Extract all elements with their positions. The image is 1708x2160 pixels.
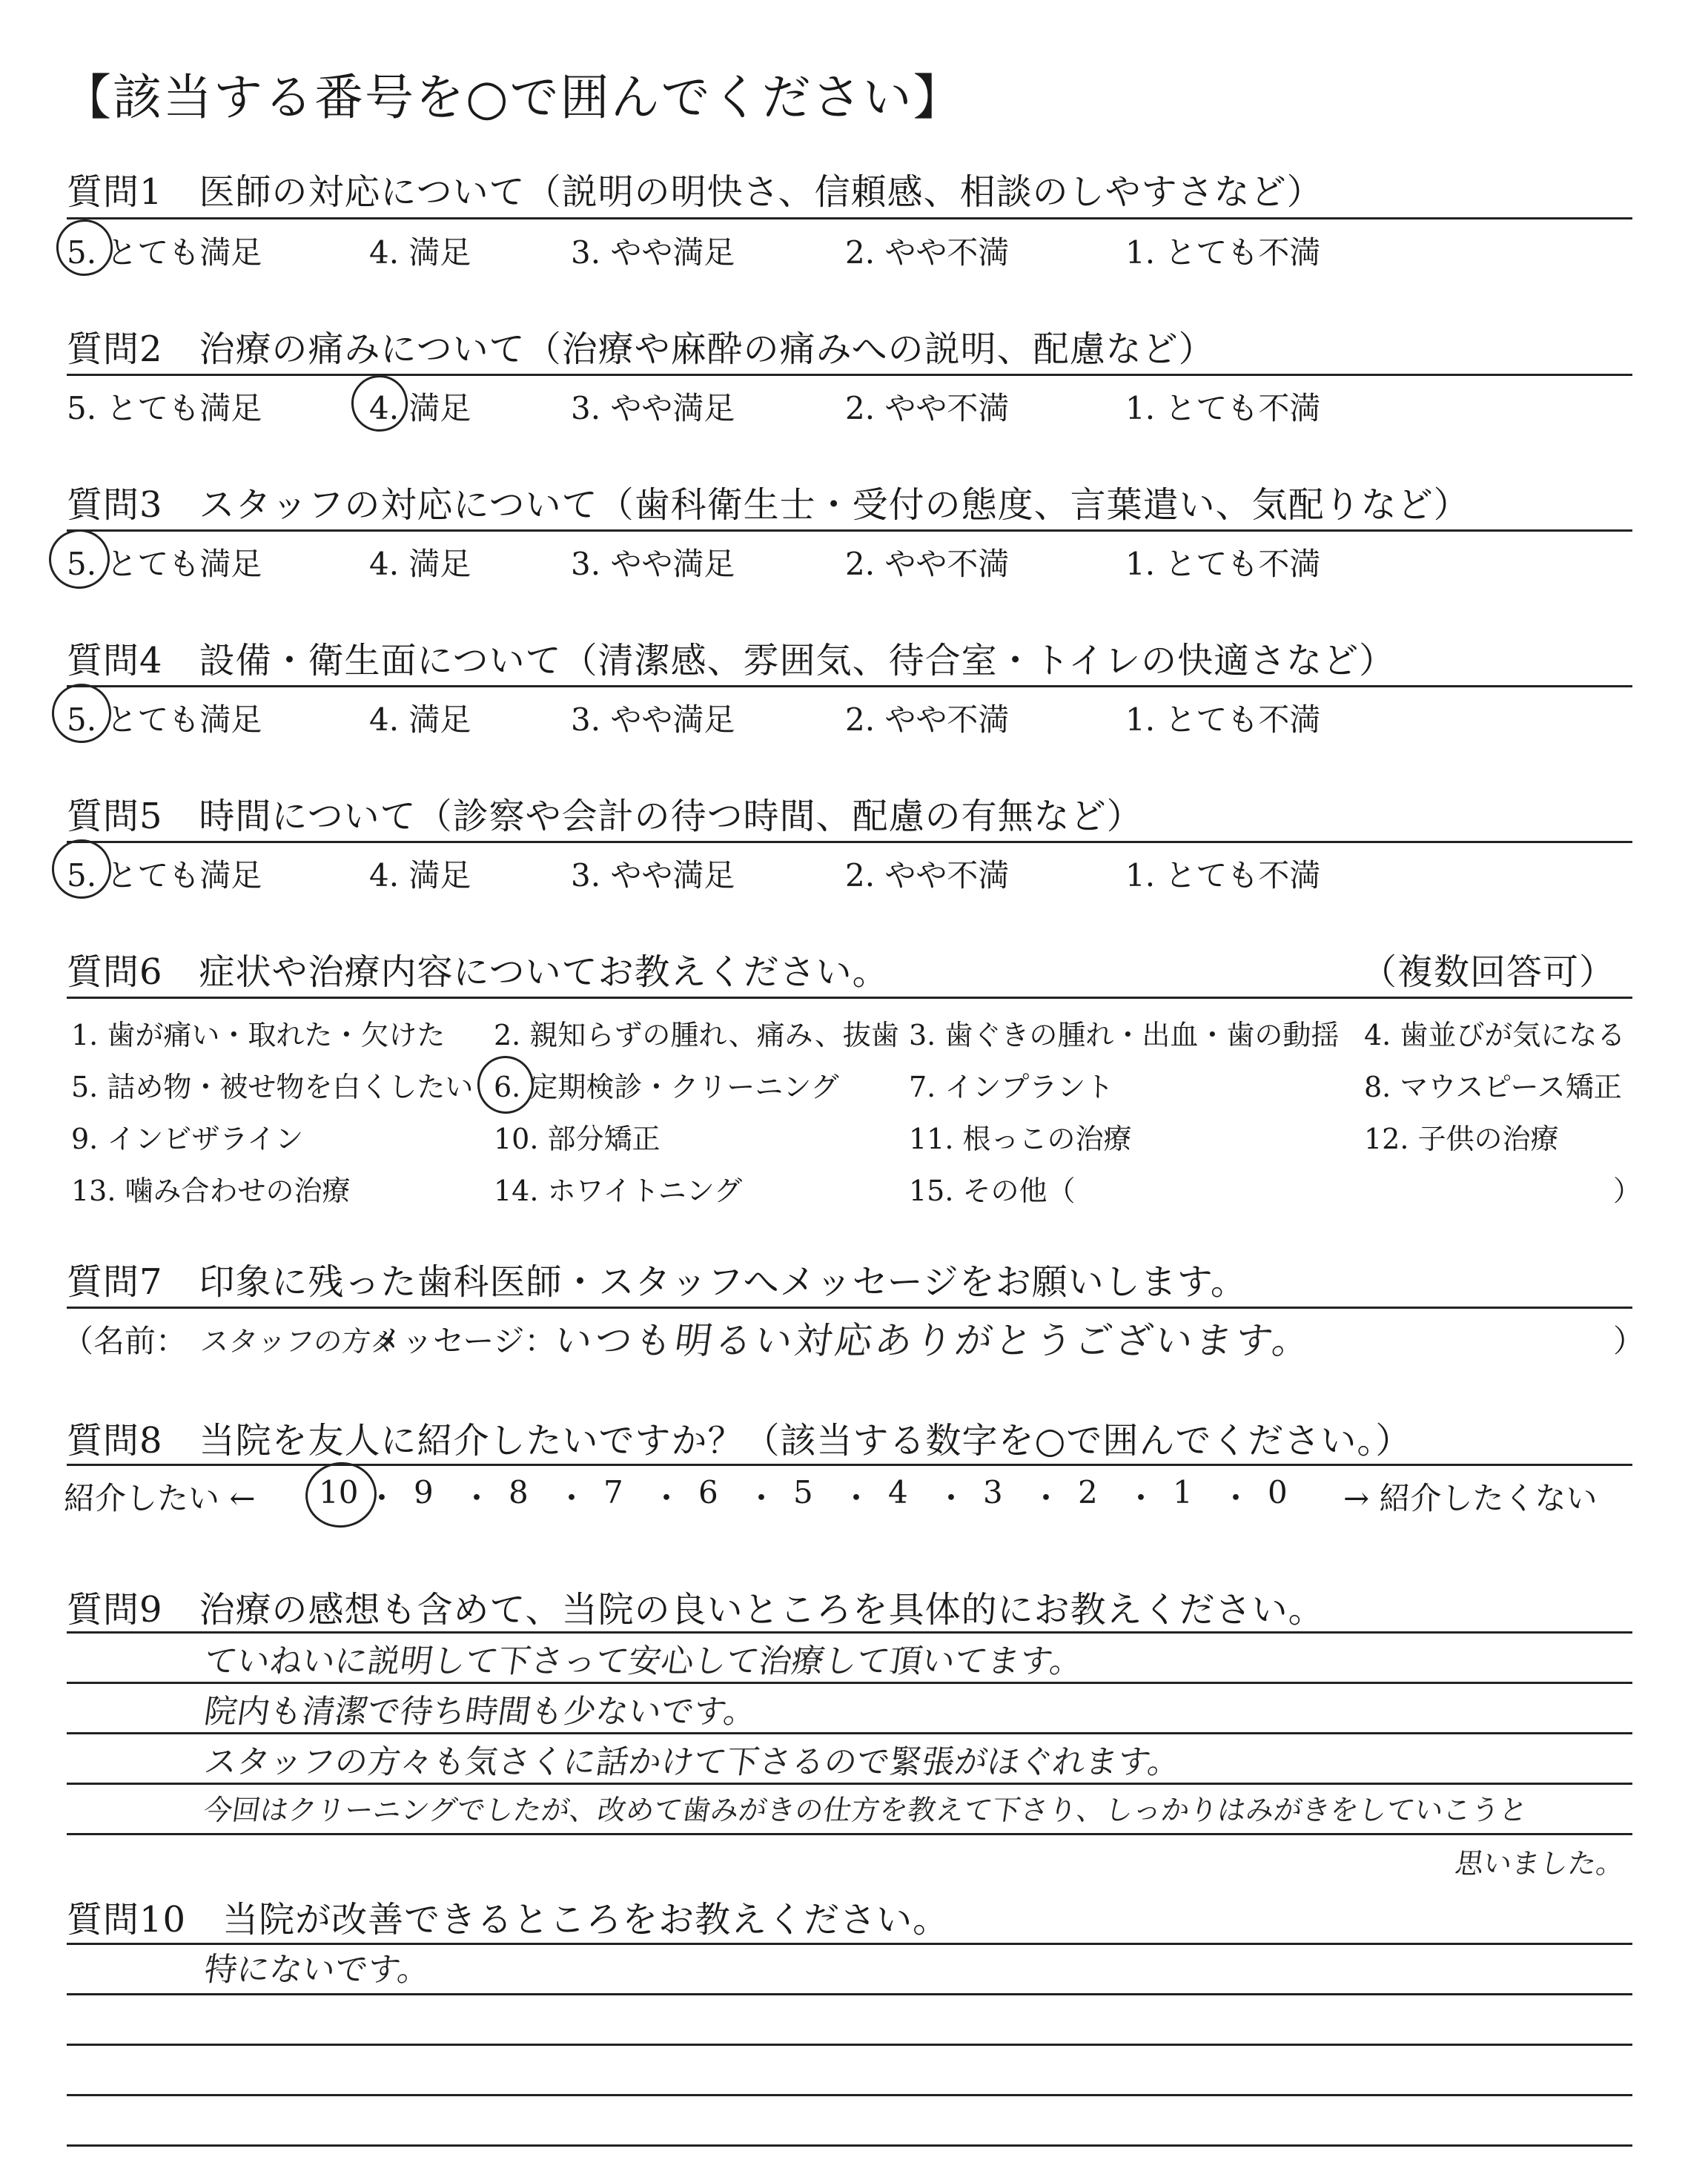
q8-scale-number[interactable]: 1 <box>1173 1474 1193 1510</box>
q1-opt-4[interactable]: 4. 満足 <box>369 234 471 271</box>
q10-line-rule <box>67 2144 1632 2147</box>
q3-rule <box>67 529 1632 532</box>
q6-option[interactable]: 11. 根っこの治療 <box>909 1123 1132 1155</box>
q6-option[interactable]: 10. 部分矯正 <box>494 1123 661 1155</box>
q4-opt-2[interactable]: 2. やや不満 <box>845 701 1010 738</box>
q8-scale-separator: ・ <box>1220 1480 1252 1516</box>
q8-scale-number[interactable]: 6 <box>698 1474 718 1510</box>
q5-opt-2[interactable]: 2. やや不満 <box>845 857 1010 894</box>
q6-multi-note: （複数回答可） <box>1361 951 1616 993</box>
q8-scale-number[interactable]: 4 <box>888 1474 908 1510</box>
q8-scale-number[interactable]: 2 <box>1078 1474 1098 1510</box>
q6-option[interactable]: 4. 歯並びが気になる <box>1364 1019 1626 1051</box>
q6-option[interactable]: 15. その他（ <box>909 1175 1076 1207</box>
q6-option[interactable]: 12. 子供の治療 <box>1364 1123 1559 1155</box>
q5-rule <box>67 841 1632 843</box>
q3-title: 質問3 スタッフの対応について（歯科衛生士・受付の態度、言葉遣い、気配りなど） <box>67 484 1470 526</box>
q10-handwriting-line: 特にないです。 <box>202 1951 433 1989</box>
q5-opt-5[interactable]: 5. とても満足 <box>67 857 262 894</box>
q8-scale-separator: ・ <box>1030 1480 1062 1516</box>
q7-name-handwriting: スタッフの方々 <box>199 1325 401 1358</box>
q8-scale-separator: ・ <box>651 1480 683 1516</box>
q1-opt-5[interactable]: 5. とても満足 <box>67 234 262 271</box>
q4-opt-3[interactable]: 3. やや満足 <box>571 701 735 738</box>
q3-opt-1[interactable]: 1. とても不満 <box>1125 546 1321 582</box>
q8-scale-separator: ・ <box>936 1480 967 1516</box>
q5-opt-4[interactable]: 4. 満足 <box>369 857 471 894</box>
q4-title: 質問4 設備・衛生面について（清潔感、雰囲気、待合室・トイレの快適さなど） <box>67 640 1396 681</box>
q7-close-paren: ） <box>1613 1323 1645 1359</box>
q8-rule <box>67 1464 1632 1466</box>
q10-line-rule <box>67 2044 1632 2046</box>
q8-scale-number[interactable]: 10 <box>319 1474 359 1510</box>
q6-answer-circle <box>474 1052 537 1117</box>
q9-rule <box>67 1631 1632 1634</box>
q10-line-rule <box>67 1993 1632 1995</box>
q8-scale-separator: ・ <box>366 1480 398 1516</box>
q4-rule <box>67 685 1632 687</box>
q9-line-rule <box>67 1833 1632 1835</box>
q9-handwriting-line: 院内も清潔で待ち時間も少ないです。 <box>202 1693 759 1731</box>
q1-opt-2[interactable]: 2. やや不満 <box>845 234 1010 271</box>
q6-option[interactable]: 2. 親知らずの腫れ、痛み、抜歯 <box>494 1019 899 1051</box>
q8-scale-number[interactable]: 8 <box>509 1474 529 1510</box>
q4-opt-1[interactable]: 1. とても不満 <box>1125 701 1321 738</box>
q6-option[interactable]: 5. 詰め物・被せ物を白くしたい <box>71 1071 474 1103</box>
q6-rule <box>67 997 1632 999</box>
q8-scale-separator: ・ <box>461 1480 493 1516</box>
q4-opt-5[interactable]: 5. とても満足 <box>67 701 262 738</box>
q6-option[interactable]: 8. マウスピース矯正 <box>1364 1071 1622 1103</box>
q8-scale-number[interactable]: 3 <box>983 1474 1003 1510</box>
q9-line-rule <box>67 1783 1632 1785</box>
q8-right-label: → 紹介したくない <box>1343 1480 1598 1516</box>
q9-line-rule <box>67 1682 1632 1684</box>
q6-option[interactable]: 6. 定期検診・クリーニング <box>494 1071 839 1103</box>
q3-opt-4[interactable]: 4. 満足 <box>369 546 471 582</box>
q7-rule <box>67 1307 1632 1309</box>
q6-title: 質問6 症状や治療内容についてお教えください。 <box>67 951 889 993</box>
q1-title: 質問1 医師の対応について（説明の明快さ、信頼感、相談のしやすさなど） <box>67 171 1323 213</box>
q8-left-label: 紹介したい ← <box>64 1480 256 1516</box>
q3-opt-2[interactable]: 2. やや不満 <box>845 546 1010 582</box>
q7-name-label: （名前： <box>62 1323 188 1359</box>
q7-message-handwriting: いつも明るい対応ありがとうございます。 <box>552 1319 1316 1362</box>
q3-opt-5[interactable]: 5. とても満足 <box>67 546 262 582</box>
q4-opt-4[interactable]: 4. 満足 <box>369 701 471 738</box>
q1-opt-1[interactable]: 1. とても不満 <box>1125 234 1321 271</box>
q2-opt-2[interactable]: 2. やや不満 <box>845 390 1010 426</box>
q1-rule <box>67 217 1632 219</box>
q6-option[interactable]: 13. 噛み合わせの治療 <box>71 1175 351 1207</box>
q2-opt-3[interactable]: 3. やや満足 <box>571 390 735 426</box>
q9-handwriting-line: 今回はクリーニングでしたが、改めて歯みがきの仕方を教えて下さり、しっかりはみがきをしていこうと <box>202 1794 1530 1826</box>
q5-title: 質問5 時間について（診察や会計の待つ時間、配慮の有無など） <box>67 796 1143 837</box>
q8-scale-separator: ・ <box>841 1480 873 1516</box>
q2-opt-1[interactable]: 1. とても不満 <box>1125 390 1321 426</box>
q10-line-rule <box>67 2094 1632 2096</box>
q6-option[interactable]: 1. 歯が痛い・取れた・欠けた <box>71 1019 446 1051</box>
q2-opt-4[interactable]: 4. 満足 <box>369 390 471 426</box>
q9-handwriting-line: ていねいに説明して下さって安心して治療して頂いてます。 <box>202 1642 1085 1680</box>
q7-message-label: メッセージ： <box>371 1323 556 1359</box>
q2-rule <box>67 374 1632 376</box>
q9-handwriting-line: スタッフの方々も気さくに話かけて下さるので緊張がほぐれます。 <box>202 1743 1183 1781</box>
q6-option[interactable]: 9. インビザライン <box>71 1123 304 1155</box>
q8-title: 質問8 当院を友人に紹介したいですか？（該当する数字を○で囲んでください。） <box>67 1420 1412 1462</box>
q3-opt-3[interactable]: 3. やや満足 <box>571 546 735 582</box>
q6-option[interactable]: 14. ホワイトニング <box>494 1175 743 1207</box>
q2-title: 質問2 治療の痛みについて（治療や麻酔の痛みへの説明、配慮など） <box>67 328 1215 370</box>
q6-option[interactable]: 7. インプラント <box>909 1071 1114 1103</box>
q9-title: 質問9 治療の感想も含めて、当院の良いところを具体的にお教えください。 <box>67 1589 1325 1631</box>
q9-handwriting-line: 思いました。 <box>1453 1847 1627 1880</box>
q6-option[interactable]: 3. 歯ぐきの腫れ・出血・歯の動揺 <box>909 1019 1340 1051</box>
q8-scale-separator: ・ <box>746 1480 778 1516</box>
q8-scale-number[interactable]: 0 <box>1268 1474 1288 1510</box>
q5-opt-3[interactable]: 3. やや満足 <box>571 857 735 894</box>
q5-opt-1[interactable]: 1. とても不満 <box>1125 857 1321 894</box>
q9-line-rule <box>67 1732 1632 1734</box>
q2-opt-5[interactable]: 5. とても満足 <box>67 390 262 426</box>
q8-scale-separator: ・ <box>1125 1480 1157 1516</box>
q8-scale-number[interactable]: 5 <box>793 1474 813 1510</box>
q1-opt-3[interactable]: 3. やや満足 <box>571 234 735 271</box>
page-header: 【該当する番号を○で囲んでください】 <box>62 69 964 126</box>
q8-answer-circle <box>301 1458 380 1533</box>
q6-close-paren: ） <box>1613 1175 1642 1207</box>
q8-scale-number[interactable]: 9 <box>414 1474 434 1510</box>
q8-scale-number[interactable]: 7 <box>603 1474 623 1510</box>
q10-title: 質問10 当院が改善できるところをお教えください。 <box>67 1899 950 1941</box>
q7-title: 質問7 印象に残った歯科医師・スタッフへメッセージをお願いします。 <box>67 1261 1247 1303</box>
q8-scale-separator: ・ <box>556 1480 588 1516</box>
